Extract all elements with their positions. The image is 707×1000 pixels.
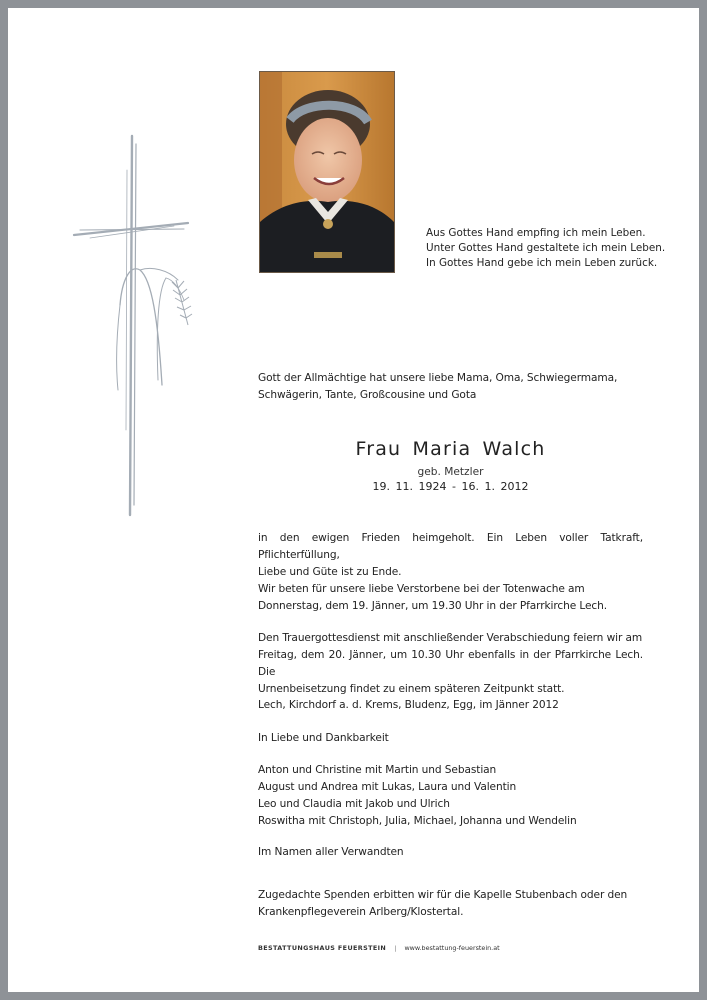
motto-line: Aus Gottes Hand empfing ich mein Leben. <box>426 227 646 239</box>
place-date <box>258 697 643 714</box>
text-line: Zugedachte Spenden erbitten wir für die Kapelle Stubenbach oder den <box>258 889 628 901</box>
closing-line <box>258 730 643 747</box>
family-line: August und Andrea mit Lukas, Laura und Valentin <box>258 781 517 793</box>
funeral-home-name: BESTATTUNGSHAUS FEUERSTEIN <box>258 944 387 952</box>
donations-note <box>258 887 643 921</box>
website-link[interactable]: www.bestattung-feuerstein.at <box>404 944 500 952</box>
family-line: Anton und Christine mit Martin und Sebastian <box>258 764 497 776</box>
text-line: Urnenbeisetzung findet zu einem späteren Zeitpunkt statt. <box>258 683 565 695</box>
intro-paragraph <box>258 370 643 404</box>
text-line: in den ewigen Frieden heimgeholt. Ein Leben voller Tatkraft, Pflichterfüllung, <box>258 532 643 561</box>
text-line: In Liebe und Dankbarkeit <box>258 732 389 744</box>
paragraph-totenwache <box>258 581 643 615</box>
text-line: Den Trauergottesdienst mit anschließender Verabschiedung feiern wir am <box>258 632 643 644</box>
deceased-block <box>258 438 643 493</box>
intro-line: Schwägerin, Tante, Großcousine und Gota <box>258 389 477 401</box>
portrait-photo <box>259 71 395 273</box>
motto-line: Unter Gottes Hand gestaltete ich mein Leben. <box>426 242 666 254</box>
family-line: Leo und Claudia mit Jakob und Ulrich <box>258 798 450 810</box>
text-line: Lech, Kirchdorf a. d. Krems, Bludenz, Egg, im Jänner 2012 <box>258 699 559 711</box>
maiden-name: geb. Metzler <box>417 466 484 478</box>
footer-separator: | <box>394 944 397 952</box>
intro-line: Gott der Allmächtige hat unsere liebe Mama, Oma, Schwiegermama, <box>258 372 618 384</box>
life-dates: 19. 11. 1924 - 16. 1. 2012 <box>372 480 529 493</box>
paragraph-trauergottesdienst <box>258 630 643 698</box>
relatives-line <box>258 844 643 861</box>
text-line: Krankenpflegeverein Arlberg/Klostertal. <box>258 906 464 918</box>
family-list <box>258 762 643 830</box>
cross-with-wheat-icon <box>70 130 210 520</box>
motto-line: In Gottes Hand gebe ich mein Leben zurück. <box>426 257 658 269</box>
text-line: Im Namen aller Verwandten <box>258 846 404 858</box>
deceased-name: Frau Maria Walch <box>355 438 546 460</box>
paragraph-heimgeholt <box>258 530 643 581</box>
text-line: Wir beten für unsere liebe Verstorbene bei der Totenwache am <box>258 583 585 595</box>
text-line: Donnerstag, dem 19. Jänner, um 19.30 Uhr in der Pfarrkirche Lech. <box>258 600 608 612</box>
text-line: Freitag, dem 20. Jänner, um 10.30 Uhr ebenfalls in der Pfarrkirche Lech. Die <box>258 649 643 678</box>
motto-verse <box>426 226 665 271</box>
family-line: Roswitha mit Christoph, Julia, Michael, Johanna und Wendelin <box>258 815 577 827</box>
text-line: Liebe und Güte ist zu Ende. <box>258 566 402 578</box>
footer <box>258 944 500 952</box>
